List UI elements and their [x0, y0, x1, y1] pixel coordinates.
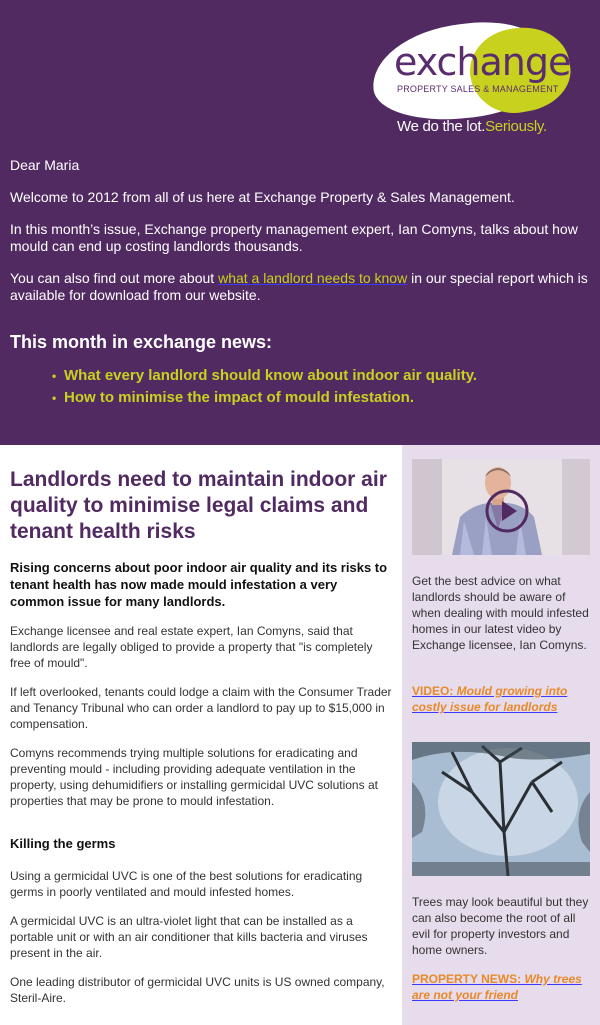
intro-section [10, 157, 590, 319]
tree-photo[interactable] [412, 742, 590, 876]
video-link[interactable] [412, 683, 590, 715]
greeting: Dear Maria [10, 157, 80, 173]
more-text-after: in our special report which is available for download from our website. [10, 270, 588, 303]
video-description: Get the best advice on what landlords should be aware of when dealing with mould infested homes in our latest video by Exchange licensee, Ian Comyns. [412, 574, 589, 652]
video-link-prefix: VIDEO: [412, 684, 457, 698]
article-paragraph: A germicidal UVC is an ultra-violet light that can be installed as a portable unit or with an air conditioner that kills bacteria and viruses present in the air. [10, 914, 368, 960]
landlord-report-link[interactable]: what a landlord needs to know [218, 270, 408, 286]
video-link-anchor[interactable] [412, 684, 567, 714]
logo-subtitle: PROPERTY SALES & MANAGEMENT [397, 84, 559, 94]
more-text [10, 270, 590, 304]
welcome-text: Welcome to 2012 from all of us here at Exchange Property & Sales Management. [10, 189, 515, 205]
more-text-before: You can also find out more about [10, 270, 219, 286]
article-subhead: Killing the germs [10, 836, 116, 851]
tagline-main: We do the lot. [397, 118, 486, 135]
article-paragraph: One leading distributor of germicidal UVC units is US owned company, Steril-Aire. [10, 975, 385, 1005]
bullet-icon: • [52, 391, 57, 405]
newsletter-body [0, 445, 600, 1025]
article-paragraph: Using a germicidal UVC is one of the best solutions for eradicating germs in poorly ventilated and mould infested homes. [10, 869, 363, 899]
property-news-link[interactable] [412, 971, 590, 1003]
news-title: This month in exchange news: [10, 332, 273, 352]
news-item[interactable] [52, 387, 477, 409]
property-news-link-anchor[interactable] [412, 972, 582, 1002]
tree-description: Trees may look beautiful but they can also become the root of all evil for property investors and home owners. [412, 895, 589, 957]
article-lead: Rising concerns about poor indoor air quality and its risks to tenant health has now made mould infestation a very common issue for many landlords. [10, 560, 388, 609]
property-news-prefix: PROPERTY NEWS: [412, 972, 525, 986]
logo-wordmark: exchange [394, 40, 571, 84]
tree-photo-art [412, 742, 590, 876]
play-icon[interactable] [484, 488, 530, 534]
newsletter-header [0, 0, 600, 445]
news-item-label: How to minimise the impact of mould infestation. [64, 389, 415, 406]
news-item[interactable] [52, 365, 477, 387]
tagline-accent: Seriously. [485, 118, 547, 135]
news-list [52, 365, 477, 409]
article-headline: Landlords need to maintain indoor air quality to minimise legal claims and tenant health risks [10, 468, 387, 543]
article-paragraph: Comyns recommends trying multiple solutions for eradicating and preventing mould - including providing adequate ventilation in the property, using dehumidifiers or installing germicidal UVC solutions at properties that may be prone to mould infestation. [10, 746, 378, 808]
sidebar [402, 445, 600, 1025]
tagline [397, 118, 547, 135]
exchange-logo[interactable] [372, 10, 582, 122]
article-paragraph: Exchange licensee and real estate expert, Ian Comyns, said that landlords are legally obliged to provide a property that "is completely free of mould". [10, 624, 373, 670]
bullet-icon: • [52, 369, 57, 383]
news-item-label: What every landlord should know about indoor air quality. [64, 367, 478, 384]
video-link-title: Mould growing into costly issue for landlords [412, 684, 568, 714]
article-paragraph: If left overlooked, tenants could lodge a claim with the Consumer Trader and Tenancy Tribunal who can order a landlord to pay up to $15,000 in compensation. [10, 685, 392, 731]
article [10, 467, 392, 1019]
property-news-title: Why trees are not your friend [412, 972, 582, 1002]
issue-text: In this month’s issue, Exchange property management expert, Ian Comyns, talks about how mould can end up costing landlords thousands. [10, 221, 578, 254]
